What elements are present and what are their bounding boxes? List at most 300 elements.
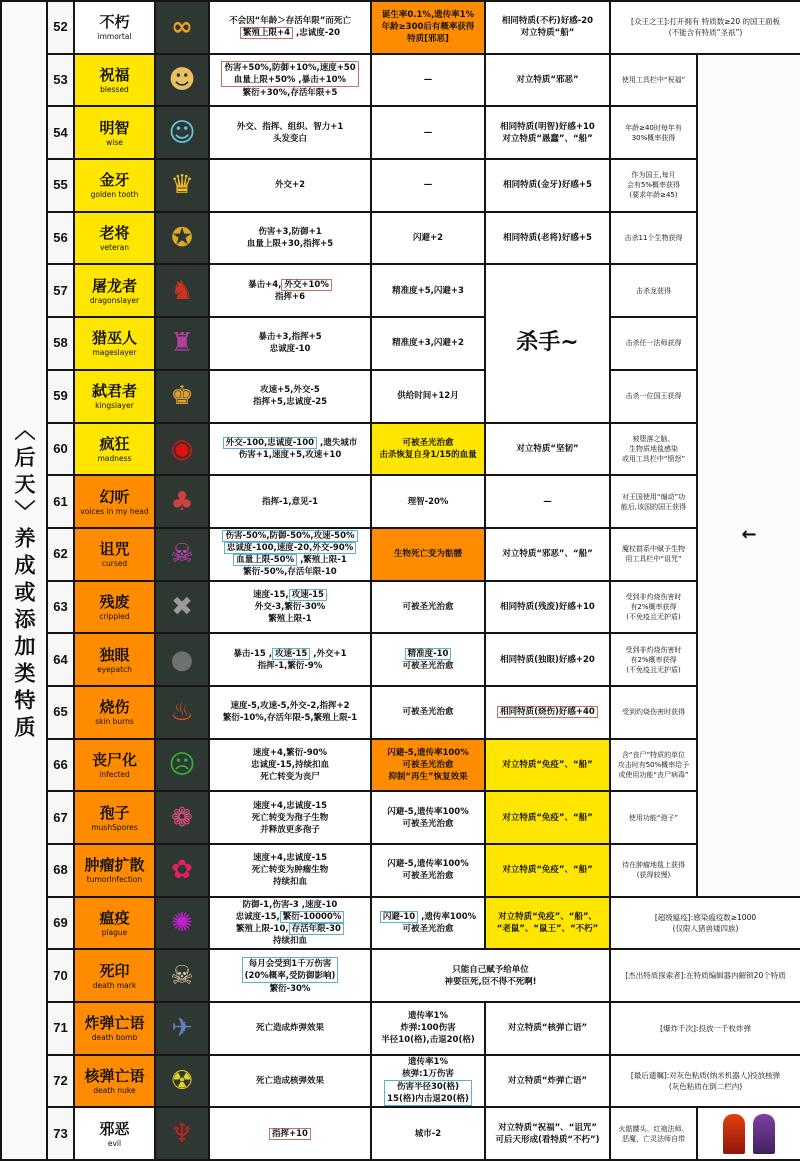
text-line: 可被圣光治愈 <box>402 759 454 770</box>
text-line: [爆炸千次]:投放一千枚炸弹 <box>660 1023 751 1033</box>
text-line: 血量上限+30,指挥+5 <box>246 239 334 250</box>
text-line: 杀手~ <box>516 330 579 356</box>
trait-number: 54 <box>47 106 74 159</box>
trait-name <box>74 1055 155 1108</box>
trait-number: 64 <box>47 633 74 686</box>
acquire-cell <box>610 317 697 370</box>
text-line: 可被圣光治愈 <box>402 871 454 882</box>
kingslayer-icon: ♚ <box>170 381 194 412</box>
trait-number: 66 <box>47 739 74 792</box>
text-line: 可后天形成(看特质“不朽”) <box>495 1134 600 1145</box>
effects-cell <box>209 370 371 423</box>
effects-cell <box>209 581 371 634</box>
relation-cell <box>485 633 610 686</box>
effects-cell <box>209 528 371 581</box>
effects-cell <box>209 1002 371 1055</box>
text-line: (仅限人猪兽矮四族) <box>672 924 739 934</box>
table-row <box>1 897 800 950</box>
trait-name-en: mushSpores <box>91 822 138 832</box>
trait-name <box>74 686 155 739</box>
text-line <box>212 589 368 601</box>
text-line <box>212 279 368 291</box>
text-line: 血量上限+50% ,暴击+10% <box>233 75 347 86</box>
trait-icon <box>155 1 209 54</box>
text-line: 对王国使用“煽动”功 <box>621 492 686 501</box>
text-line: 待在肿瘤地毯上获得 <box>622 861 685 870</box>
table-row <box>1 633 800 686</box>
text-line: 30%概率获得 <box>631 133 676 142</box>
highlight-box: 闪避-10 <box>380 911 418 923</box>
effects-cell <box>209 106 371 159</box>
infected-icon: ☹ <box>168 749 196 780</box>
table-row <box>1 106 800 159</box>
table-row <box>1 528 800 581</box>
cell-text: ,遗传率100% <box>418 912 477 923</box>
text-line: 有2%概率获得 <box>630 655 677 664</box>
trait-name-zh: 幻听 <box>99 487 130 506</box>
table-row <box>1 423 800 476</box>
trait-name <box>74 633 155 686</box>
secondary-effects-cell <box>371 1 485 54</box>
cell-text: ,外交+1 <box>310 648 347 659</box>
tumorinfection-icon: ✿ <box>171 855 193 886</box>
veteran-icon: ✪ <box>171 223 193 254</box>
trait-name <box>74 159 155 212</box>
trait-icon <box>155 1002 209 1055</box>
category-label: 〈后天〉养成或添加类特质 <box>1 1 47 1160</box>
text-line: — <box>423 75 433 86</box>
secondary-effects-cell <box>371 791 485 844</box>
text-line: 每月会受到1千万伤害 <box>248 958 332 969</box>
text-line: 精准度+3,闪避+2 <box>392 338 464 349</box>
highlight-box <box>384 1080 472 1106</box>
acquire-cell <box>610 528 697 581</box>
text-line: 忠诚度-10 <box>269 344 311 355</box>
trait-name-zh: 独眼 <box>99 645 130 664</box>
relation-cell <box>485 159 610 212</box>
text-line: 伤害+50%,防御+10%,速度+50 <box>224 63 356 74</box>
trait-number: 59 <box>47 370 74 423</box>
achievement-cell <box>610 897 800 950</box>
trait-icon <box>155 54 209 107</box>
eyepatch-icon: ● <box>170 644 194 675</box>
text-line: 对立特质“炸弹亡语” <box>507 1076 588 1087</box>
cell-text: 繁殖上限-10, <box>236 924 289 935</box>
text-line: 繁殖上限-1 <box>268 613 312 624</box>
text-line: 闪避+2 <box>412 233 444 244</box>
text-line: 速度+4,忠诚度-15 <box>252 800 328 811</box>
text-line: 相同特质(残废)好感+10 <box>500 601 595 612</box>
text-line: 含“丧尸”特质的单位 <box>621 750 686 759</box>
trait-number: 67 <box>47 791 74 844</box>
highlight-box: 血量上限-50% <box>233 554 297 566</box>
acquire-cell <box>610 264 697 317</box>
relation-cell <box>485 1 610 54</box>
trait-name-zh: 炸弹亡语 <box>84 1014 145 1033</box>
effects-cell <box>209 212 371 265</box>
secondary-effects-cell <box>371 212 485 265</box>
table-row <box>1 581 800 634</box>
trait-icon <box>155 739 209 792</box>
cell-text: 暴击+4, <box>248 279 282 290</box>
text-line: 对立特质“祝福”、“诅咒” <box>498 1122 597 1133</box>
secondary-effects-cell <box>371 897 485 950</box>
text-line: 持续扣血 <box>272 877 307 888</box>
trait-name-zh: 祝福 <box>99 66 130 85</box>
text-line <box>212 648 368 660</box>
text-line: 受到灼烧伤害时获得 <box>622 708 685 717</box>
cell-text: ,遗失城市 <box>317 437 358 448</box>
secondary-effects-cell <box>371 581 485 634</box>
text-line: 城市-2 <box>414 1128 442 1139</box>
effects-cell <box>209 897 371 950</box>
wise-icon: ☺ <box>168 117 196 148</box>
trait-number: 68 <box>47 844 74 897</box>
text-line: (不免疫且无护盾) <box>626 665 681 674</box>
highlight-box <box>221 61 358 87</box>
text-line: 相同特质(明智)好感+10 <box>500 121 595 132</box>
secondary-effects-cell <box>371 739 485 792</box>
text-line: 或用工具栏中“愤怒” <box>621 454 686 463</box>
text-line: 对立特质“免疫”、“船”、 <box>498 912 597 923</box>
text-line: 遗传率1% <box>408 1011 448 1022</box>
trait-icon <box>155 686 209 739</box>
effects-cell <box>209 1 371 54</box>
trait-name-en: madness <box>97 453 132 463</box>
text-line: 相同特质(不朽)好感-20 <box>501 16 594 27</box>
text-line: 可被圣光治愈 <box>402 660 454 671</box>
trait-name-zh: 瘟疫 <box>99 909 130 928</box>
text-line: 繁衍-30% <box>269 983 311 994</box>
acquire-cell <box>610 423 697 476</box>
text-line: 使用工具栏中“祝福” <box>621 76 686 85</box>
table-row <box>1 1107 800 1160</box>
trait-name-zh: 屠龙者 <box>91 276 137 295</box>
highlight-box: 指挥+10 <box>269 1128 311 1140</box>
highlight-box: 外交+10% <box>281 279 331 291</box>
table-row <box>1 475 800 528</box>
text-line: 对立特质“核弹亡语” <box>507 1023 588 1034</box>
text-line: 指挥+5,忠诚度-25 <box>252 397 328 408</box>
text-block <box>212 957 368 983</box>
death-mark-icon: ☠ <box>170 960 194 991</box>
trait-name-zh: 弑君者 <box>91 382 137 401</box>
text-line: 闪避-5,遗传率100% <box>387 859 469 870</box>
trait-number: 60 <box>47 423 74 476</box>
relation-cell <box>485 475 610 528</box>
table-row <box>1 264 800 317</box>
effects-cell <box>209 739 371 792</box>
text-line: 速度+4,繁衍-90% <box>252 747 328 758</box>
text-block <box>212 61 368 87</box>
trait-name-zh: 孢子 <box>99 803 130 822</box>
trait-number: 52 <box>47 1 74 54</box>
trait-number: 72 <box>47 1055 74 1108</box>
trait-name-en: eyepatch <box>97 664 132 674</box>
highlight-box: 外交-100,忠诚度-100 <box>223 437 317 449</box>
trait-name-en: cursed <box>101 559 128 569</box>
text-line: 对立特质“船” <box>520 28 575 39</box>
text-line: (20%概率,受防御影响) <box>244 970 336 981</box>
text-line: 外交、指挥、组织、智力+1 <box>236 121 344 132</box>
trait-name-en: immortal <box>97 32 132 42</box>
text-line: 炸弹:100伤害 <box>400 1023 456 1034</box>
text-line: — <box>423 127 433 138</box>
trait-icon <box>155 264 209 317</box>
secondary-effects-cell <box>371 370 485 423</box>
trait-name-en: golden tooth <box>90 190 139 200</box>
text-line: 并释放更多孢子 <box>260 824 320 835</box>
trait-name <box>74 423 155 476</box>
trait-icon <box>155 212 209 265</box>
relation-cell <box>485 1002 610 1055</box>
trait-name <box>74 528 155 581</box>
effects-cell <box>209 423 371 476</box>
relation-cell <box>485 264 610 422</box>
text-line: 头发变白 <box>272 133 307 144</box>
text-line: 指挥-1,意见-1 <box>261 496 319 507</box>
text-line <box>374 648 482 660</box>
text-line: 能后,该国的国王获得 <box>620 502 687 511</box>
trait-name-zh: 残废 <box>99 592 130 611</box>
acquire-cell <box>610 791 697 844</box>
text-line: 繁衍-50%,存活年限-10 <box>243 567 337 578</box>
text-block <box>374 1080 482 1106</box>
trait-name-zh: 死印 <box>99 961 130 980</box>
trait-name <box>74 370 155 423</box>
trait-name-en: crippled <box>99 611 130 621</box>
text-line: 不会因“年龄＞存活年限”而死亡 <box>229 16 351 27</box>
trait-number: 63 <box>47 581 74 634</box>
table-row <box>1 949 800 1002</box>
text-line: 相同特质(独眼)好感+20 <box>500 654 595 665</box>
purple-wizard-icon <box>753 1114 775 1154</box>
crippled-icon: ✖ <box>171 591 193 622</box>
text-line <box>212 27 368 39</box>
trait-number: 71 <box>47 1002 74 1055</box>
effects-cell <box>209 317 371 370</box>
trait-icon <box>155 317 209 370</box>
trait-name <box>74 897 155 950</box>
text-line: 作为国王,每月 <box>631 171 676 180</box>
text-line <box>212 1128 368 1140</box>
text-line: 可被圣光治愈 <box>402 818 454 829</box>
relation-cell <box>485 528 610 581</box>
secondary-effects-cell <box>371 1055 485 1108</box>
red-wizard-icon <box>723 1114 745 1154</box>
trait-number: 70 <box>47 949 74 1002</box>
trait-number: 53 <box>47 54 74 107</box>
trait-name-en: kingslayer <box>95 401 134 411</box>
trait-name <box>74 1002 155 1055</box>
wizard-images <box>697 1107 800 1160</box>
trait-name <box>74 106 155 159</box>
text-line: 可被圣光治愈 <box>402 437 454 448</box>
effects-cell <box>209 54 371 107</box>
text-line: 外交+2 <box>274 180 306 191</box>
text-line: 只能自己赋予给单位 <box>452 964 529 975</box>
trait-name-en: skin burns <box>95 717 134 727</box>
trait-number: 73 <box>47 1107 74 1160</box>
text-line: 指挥+6 <box>274 291 306 302</box>
text-line: (获得较慢) <box>636 871 671 880</box>
text-line: 击杀任一法师获得 <box>625 339 682 348</box>
secondary-effects-cell <box>371 686 485 739</box>
effects-cell <box>209 159 371 212</box>
text-line: 可被圣光治愈 <box>402 707 454 718</box>
table-row <box>1 54 800 107</box>
highlight-box: 伤害-50%,防御-50%,攻速-50% <box>222 530 357 542</box>
trait-icon <box>155 791 209 844</box>
text-line: 半径10(格),击退20(格) <box>381 1035 475 1046</box>
text-line: 受到非灼烧伤害时 <box>625 592 682 601</box>
text-line: 繁衍+30%,存活年限+5 <box>242 88 338 99</box>
trait-number: 58 <box>47 317 74 370</box>
secondary-effects-cell <box>371 264 485 317</box>
trait-name <box>74 581 155 634</box>
text-line: 遗传率1% <box>408 1057 448 1068</box>
text-line: 繁衍-10%,存活年限-5,繁殖上限-1 <box>222 713 358 724</box>
text-line: 死亡转变为丧尸 <box>260 771 320 782</box>
highlight-box <box>242 957 339 983</box>
immortal-icon: ∞ <box>171 12 193 43</box>
trait-name-en: death mark <box>92 980 137 990</box>
text-line: 对立特质“邪恶” <box>516 75 579 86</box>
secondary-effects-cell <box>371 1107 485 1160</box>
text-line: 受到非灼烧伤害时 <box>625 645 682 654</box>
secondary-effects-cell <box>371 317 485 370</box>
text-line: 伤害半径30(格) <box>396 1082 460 1093</box>
trait-name-zh: 猎巫人 <box>91 329 137 348</box>
text-line: 火骷髅头、红袍法师、 <box>618 1124 689 1133</box>
table-row <box>1 1 800 54</box>
text-line: 魔杖群系中赋予生物 <box>622 545 685 554</box>
mageslayer-icon: ♜ <box>170 328 194 359</box>
secondary-effects-cell <box>371 844 485 897</box>
text-line: 会有5%概率获得 <box>626 181 681 190</box>
effects-cell <box>209 686 371 739</box>
skin-burns-icon: ♨ <box>170 697 194 728</box>
effects-cell <box>209 949 371 1002</box>
text-line <box>212 911 368 923</box>
trait-name <box>74 1107 155 1160</box>
secondary-effects-cell <box>371 159 485 212</box>
table-row <box>1 159 800 212</box>
text-line: 死亡转变为肿瘤生物 <box>251 865 329 876</box>
evil-icon: ♆ <box>170 1118 194 1149</box>
trait-name-zh: 不朽 <box>99 13 130 32</box>
text-line: 可被圣光治愈 <box>402 601 454 612</box>
cell-text: 忠诚度-15, <box>235 912 280 923</box>
acquire-cell <box>610 1107 697 1160</box>
voices-in-my-head-icon: ♣ <box>170 486 194 517</box>
trait-name-en: evil <box>107 1138 122 1148</box>
text-line: (不能含有特质“圣祇”) <box>668 28 743 38</box>
text-line: 可被圣光治愈 <box>402 924 454 935</box>
text-line: 速度+4,忠诚度-15 <box>252 853 328 864</box>
trait-name-en: death nuke <box>93 1086 136 1096</box>
trait-name-en: blessed <box>100 85 129 95</box>
relation-cell <box>485 106 610 159</box>
text-line: 击杀11个生物获得 <box>624 234 683 243</box>
trait-name-zh: 丧尸化 <box>91 750 137 769</box>
acquire-cell <box>610 212 697 265</box>
relation-cell <box>485 739 610 792</box>
trait-name-en: plague <box>101 928 128 938</box>
text-line: [超级瘟疫]:感染瘟疫数≥1000 <box>654 913 757 923</box>
relation-cell <box>485 581 610 634</box>
trait-name-zh: 烧伤 <box>99 698 130 717</box>
text-line <box>488 706 607 718</box>
trait-icon <box>155 1055 209 1108</box>
dragonslayer-icon: ♞ <box>170 275 194 306</box>
trait-name-en: veteran <box>99 243 130 253</box>
text-line: [杰出特质探索者]:在特质编辑器内解锁20个特质 <box>625 971 786 981</box>
secondary-effects-cell <box>371 475 485 528</box>
death-bomb-icon: ✈ <box>171 1013 193 1044</box>
table-row <box>1 212 800 265</box>
text-line: 对立特质“免疫”、“船” <box>502 865 593 876</box>
text-line <box>212 542 368 554</box>
trait-number: 62 <box>47 528 74 581</box>
trait-icon <box>155 949 209 1002</box>
table-row <box>1 1002 800 1055</box>
trait-name <box>74 264 155 317</box>
text-line: 诞生率0.1%,遗传率1% <box>381 10 475 21</box>
text-line: 供给时间+12月 <box>397 391 459 402</box>
trait-name <box>74 949 155 1002</box>
relation-cell <box>485 791 610 844</box>
highlight-box: 攻速-15 <box>272 648 310 660</box>
side-blank-column <box>697 54 800 897</box>
trait-name-zh: 老将 <box>99 224 130 243</box>
text-line: 特质[邪恶] <box>407 34 449 45</box>
table-row <box>1 317 800 370</box>
relation-cell <box>485 686 610 739</box>
arrow-left-icon[interactable]: ← <box>741 524 757 546</box>
text-line: 击杀一位国王获得 <box>625 392 682 401</box>
text-line: 死亡造成炸弹效果 <box>255 1023 324 1034</box>
text-line: 使用功能“孢子” <box>628 813 679 822</box>
trait-icon <box>155 528 209 581</box>
trait-icon <box>155 159 209 212</box>
text-line: 相同特质(老将)好感+5 <box>503 233 592 244</box>
text-line: 恶魔、亡灵法师自带 <box>622 1134 685 1143</box>
acquire-cell <box>610 581 697 634</box>
relation-cell <box>485 844 610 897</box>
trait-name <box>74 1 155 54</box>
effects-cell <box>209 475 371 528</box>
text-line <box>212 554 368 566</box>
achievement-cell <box>610 949 800 1002</box>
effects-cell <box>209 633 371 686</box>
trait-name <box>74 791 155 844</box>
text-line: — <box>423 180 433 191</box>
relation-cell <box>485 423 610 476</box>
highlight-box: 攻速-15 <box>289 589 327 601</box>
text-line: 伤害+3,防御+1 <box>258 227 322 238</box>
text-line: 闪避-5,遗传率100% <box>387 747 469 758</box>
text-line: 对立特质“坚韧” <box>516 443 579 454</box>
text-line: 或使用功能“丧尸病毒” <box>618 770 689 779</box>
highlight-box: 存活年限-30 <box>289 923 344 935</box>
trait-name-en: voices in my head <box>80 506 149 516</box>
trait-icon <box>155 423 209 476</box>
text-line: (要求年龄≥45) <box>629 191 678 200</box>
cell-text: ,繁殖上限-1 <box>297 555 347 566</box>
relation-cell <box>485 1107 610 1160</box>
secondary-effects-cell <box>371 54 485 107</box>
